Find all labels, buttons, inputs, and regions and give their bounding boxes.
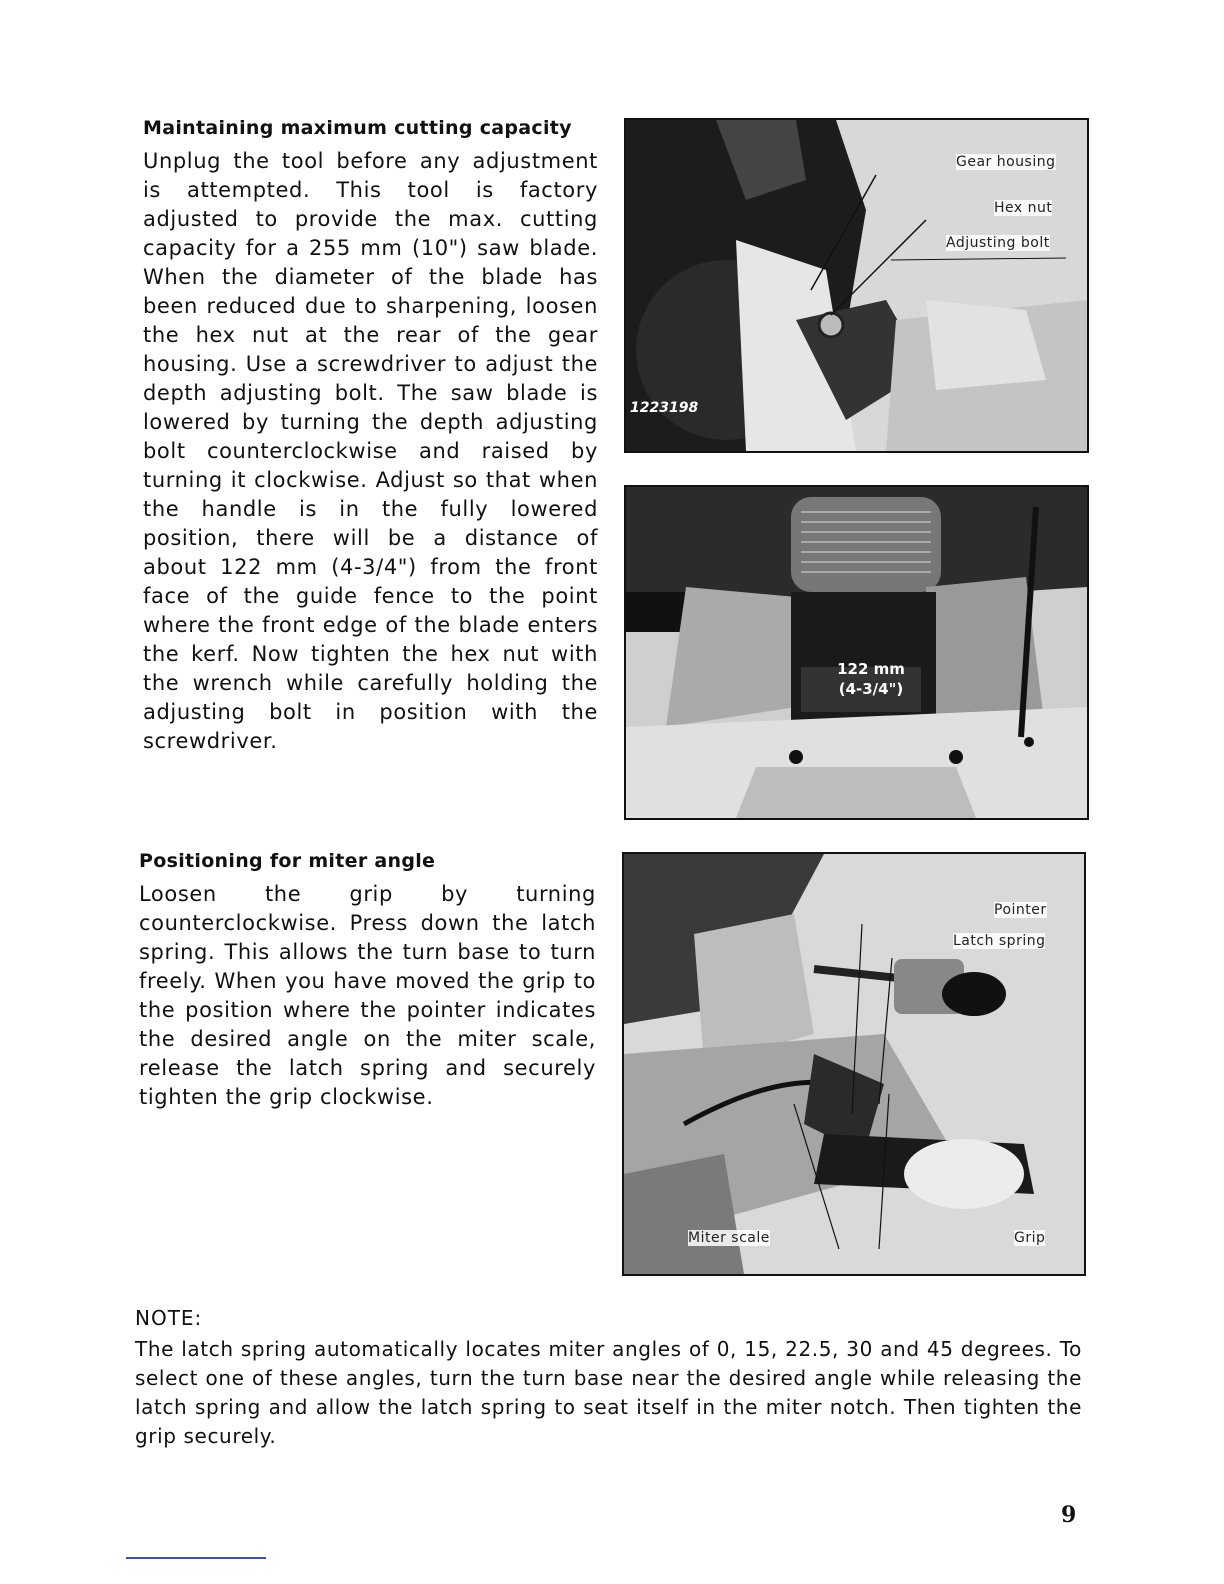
note-body: The latch spring automatically locates miter angles of 0, 15, 22.5, 30 and 45 degrees. To select one of these angles, turn the turn base near the desired angle while releasing the latch spring and allow the latch spring to seat itself in the miter notch. Then tighten the grip securely. [135,1337,1082,1448]
photo-code: 1223198 [630,400,699,416]
callout-grip: Grip [1014,1230,1046,1246]
figure-122mm-photo [624,485,1089,820]
callout-adjusting-bolt: Adjusting bolt [946,235,1050,251]
section-body-cutting-capacity: Unplug the tool before any adjustment is attempted. This tool is factory adjusted to provide the max. cutting capacity for a 255 mm (10") saw blade. When the diameter of the blade has been reduced due to sharpening, loosen the hex nut at the rear of the gear housing. Use a screwdriver to adjust the depth adjusting bolt. The saw blade is lowered by turning the depth adjusting bolt counterclockwise and raised by turning it clockwise. Adjust so that when the handle is in the fully lowered position, there will be a distance of about 122 mm (4-3/4") from the front face of the guide fence to the point where the front edge of the blade enters the kerf. Now tighten the hex nut with the wrench while carefully holding the adjusting bolt in position with the screwdriver. [143,149,598,753]
footer-divider [126,1557,266,1559]
callout-miter-scale: Miter scale [688,1230,770,1246]
section-body-miter-angle: Loosen the grip by turning counterclockwise. Press down the latch spring. This allows the turn base to turn freely. When you have moved the grip to the position where the pointer indicates the desired angle on the miter scale, release the latch spring and securely tighten the grip clockwise. [139,882,596,1109]
blade-depth-illustration [626,487,1087,818]
measure-label-inch: (4-3/4") [838,680,904,698]
callout-gear-housing: Gear housing [956,154,1056,170]
page-number: 9 [1061,1502,1077,1528]
figure-miter-photo [622,852,1086,1276]
callout-latch-spring: Latch spring [953,933,1046,949]
callout-hex-nut: Hex nut [994,200,1053,216]
section-heading-miter-angle: Positioning for miter angle [139,850,436,872]
measure-label-mm: 122 mm [837,660,905,678]
callout-pointer: Pointer [994,902,1047,918]
figure-gear-housing-photo [624,118,1089,453]
section-heading-cutting-capacity: Maintaining maximum cutting capacity [143,117,572,139]
note-label: NOTE: [135,1306,203,1330]
